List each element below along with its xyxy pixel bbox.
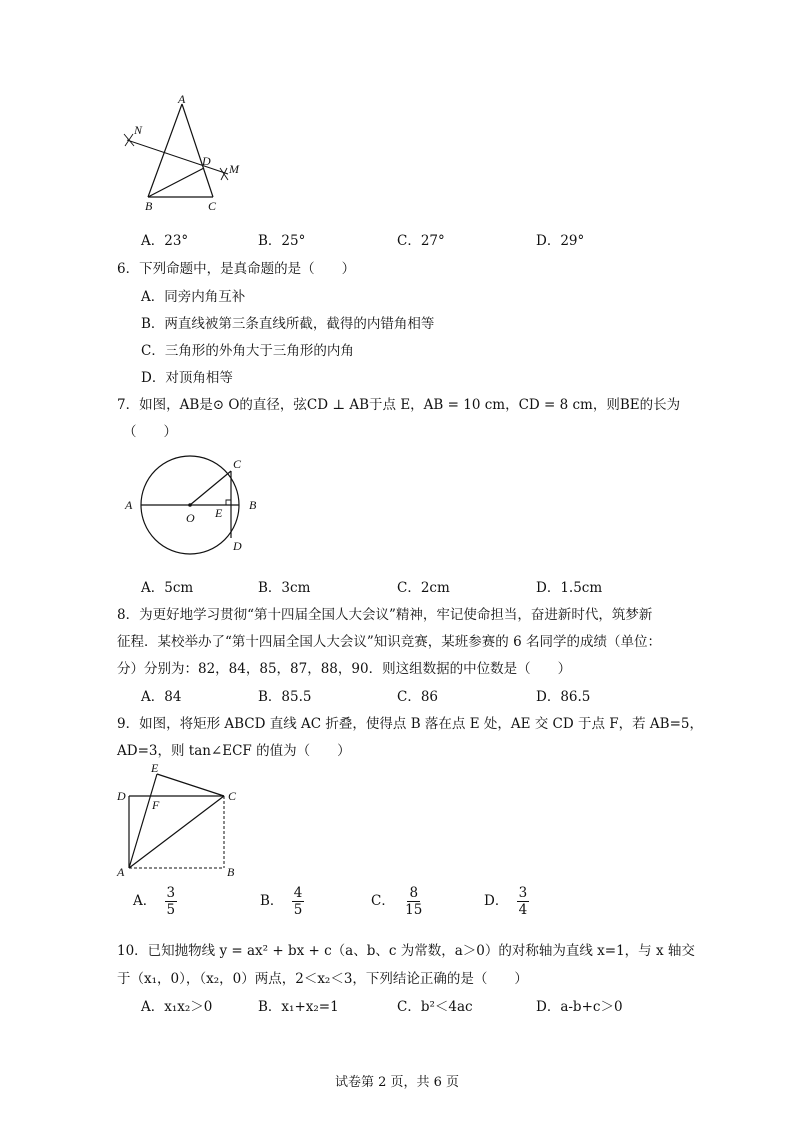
q7-stem-line2: （ ） <box>123 424 177 440</box>
q9-stem-line2: AD=3，则 tan∠ECF 的值为（ ） <box>117 743 351 759</box>
q9-diagonal-ac <box>129 796 224 868</box>
q9-option-a-fraction <box>165 885 178 918</box>
q5-option-b[interactable]: B．25° <box>258 233 306 249</box>
q8-option-c[interactable]: C．86 <box>397 689 439 705</box>
q9-option-d-fraction <box>517 885 530 918</box>
q7-center-point <box>188 503 192 507</box>
q7-option-d[interactable]: D．1.5cm <box>536 580 603 596</box>
q9-option-a-numerator: 3 <box>166 885 176 901</box>
q8-stem-line2: 征程．某校举办了“第十四届全国人大会议”知识竞赛，某班参赛的 6 名同学的成绩（单位： <box>117 634 661 650</box>
q7-option-c[interactable]: C．2cm <box>397 580 450 596</box>
q9-option-d-letter: D． <box>484 893 509 909</box>
q6-option-c[interactable]: C．三角形的外角大于三角形的内角 <box>141 343 354 359</box>
q10-stem-line1: 10．已知抛物线 y = ax² + bx + c（a、b、c 为常数，a＞0）的对称轴为直线 x=1，与 x 轴交 <box>117 943 695 959</box>
q9-label-a: A <box>117 865 125 879</box>
q6-option-d[interactable]: D．对顶角相等 <box>141 370 233 386</box>
q5-line-mn <box>127 140 228 174</box>
q10-option-a[interactable]: A．x₁x₂＞0 <box>141 999 213 1015</box>
q10-option-c[interactable]: C．b²＜4ac <box>397 999 473 1015</box>
q9-option-b-fraction <box>292 885 305 918</box>
q7-stem-line1: 7．如图，AB是⊙ O的直径，弦CD ⊥ AB于点 E，AB = 10 cm，CD = 8 cm，则BE的长为 <box>117 397 681 413</box>
q9-figure <box>112 760 250 880</box>
q5-side-ac <box>182 104 213 197</box>
q10-option-d[interactable]: D．a-b+c＞0 <box>536 999 623 1015</box>
q9-option-d-numerator: 3 <box>518 885 528 901</box>
q9-stem-line1: 9．如图，将矩形 ABCD 直线 AC 折叠，使得点 B 落在点 E 处，AE 交 CD 于点 F，若 AB=5， <box>117 716 703 732</box>
q7-label-d: D <box>233 539 242 553</box>
q7-radius-oc <box>190 471 231 505</box>
q9-option-d-denominator: 4 <box>518 902 528 918</box>
q9-segment-ae <box>129 774 157 868</box>
q9-label-f: F <box>152 798 160 812</box>
q9-segment-ec <box>157 774 224 796</box>
q5-label-n: N <box>134 123 143 137</box>
q9-option-d[interactable] <box>484 885 529 918</box>
q9-option-b-denominator: 5 <box>293 902 303 918</box>
q7-label-o: O <box>186 511 195 525</box>
q9-label-c: C <box>228 789 237 803</box>
q7-right-angle-mark <box>226 500 231 505</box>
q7-label-b: B <box>249 498 257 512</box>
q5-label-m: M <box>229 162 239 176</box>
q9-option-c-numerator: 8 <box>409 885 419 901</box>
q7-option-a[interactable]: A．5cm <box>141 580 194 596</box>
page-footer: 试卷第 2 页，共 6 页 <box>334 1075 460 1090</box>
q9-option-b[interactable] <box>260 885 304 918</box>
q5-label-b: B <box>145 199 153 213</box>
q7-option-b[interactable]: B．3cm <box>258 580 311 596</box>
q8-option-b[interactable]: B．85.5 <box>258 689 312 705</box>
q9-option-a[interactable] <box>133 885 177 918</box>
q5-label-a: A <box>178 92 186 106</box>
q8-stem-line3: 分）分别为：82，84，85，87，88，90．则这组数据的中位数是（ ） <box>117 661 572 677</box>
q6-option-b[interactable]: B．两直线被第三条直线所截，截得的内错角相等 <box>141 316 435 332</box>
q5-side-ab <box>148 104 182 197</box>
q5-label-d: D <box>202 154 211 168</box>
q9-label-b: B <box>227 865 235 879</box>
q5-figure <box>112 92 252 216</box>
q7-label-a: A <box>125 498 133 512</box>
q9-option-c-denominator: 15 <box>405 902 423 918</box>
q7-label-c: C <box>233 457 242 471</box>
q5-option-d[interactable]: D．29° <box>536 233 585 249</box>
q7-label-e: E <box>215 506 223 520</box>
q9-option-c-letter: C． <box>371 893 395 909</box>
q10-stem-line2: 于（x₁，0），（x₂，0）两点，2＜x₂＜3，下列结论正确的是（ ） <box>117 971 528 987</box>
q9-option-a-letter: A． <box>133 893 157 909</box>
q9-option-a-denominator: 5 <box>166 902 176 918</box>
q9-option-b-letter: B． <box>260 893 284 909</box>
q9-option-c-fraction <box>403 885 424 918</box>
q5-option-c[interactable]: C．27° <box>397 233 445 249</box>
q10-option-b[interactable]: B．x₁+x₂=1 <box>258 999 339 1015</box>
q8-option-a[interactable]: A．84 <box>141 689 182 705</box>
q5-option-a[interactable]: A．23° <box>141 233 189 249</box>
q6-option-a[interactable]: A．同旁内角互补 <box>141 289 246 305</box>
q8-option-d[interactable]: D．86.5 <box>536 689 591 705</box>
q9-label-e: E <box>151 761 159 775</box>
q5-label-c: C <box>208 199 217 213</box>
q8-stem-line1: 8．为更好地学习贯彻“第十四届全国人大会议”精神，牢记使命担当，奋进新时代，筑梦新 <box>117 607 653 623</box>
q5-arc-mark-n <box>124 134 134 146</box>
q7-figure <box>118 455 268 563</box>
q9-option-c[interactable] <box>371 885 424 918</box>
q9-option-b-numerator: 4 <box>293 885 303 901</box>
q6-stem: 6．下列命题中，是真命题的是（ ） <box>117 261 356 277</box>
q9-label-d: D <box>117 789 126 803</box>
